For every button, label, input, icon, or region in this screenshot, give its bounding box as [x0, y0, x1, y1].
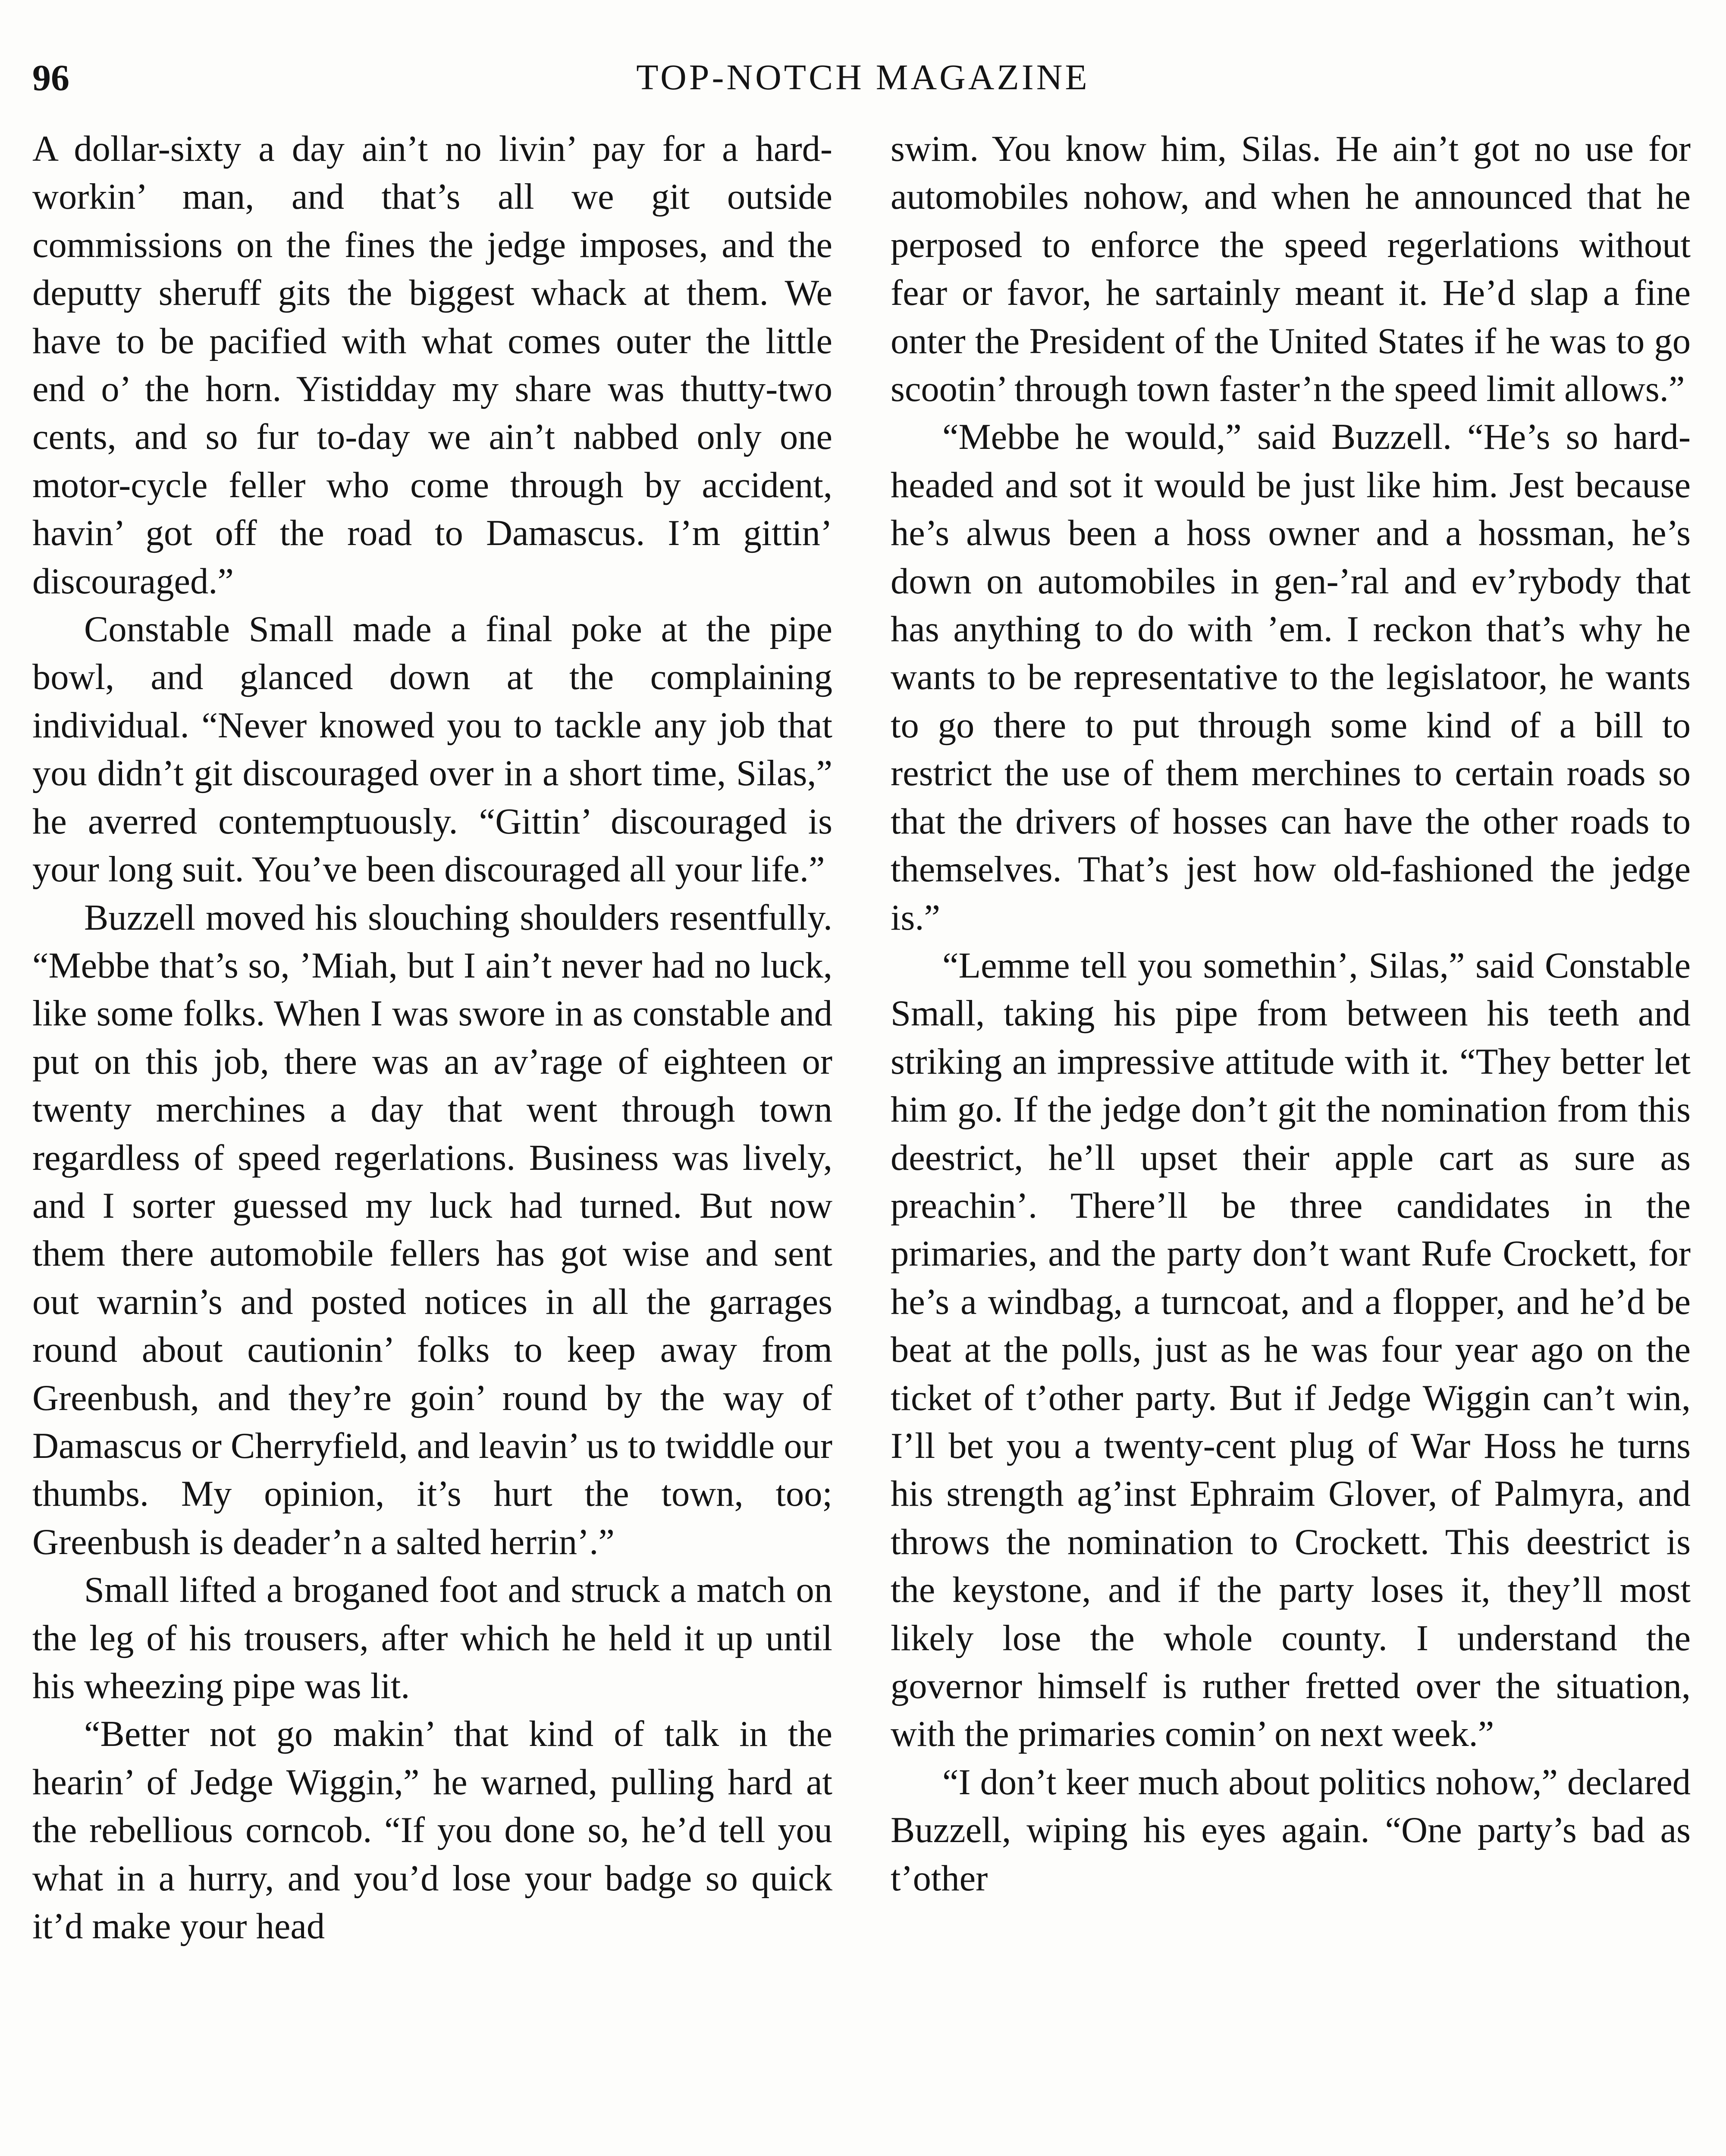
paragraph: Constable Small made a final poke at the pipe bowl, and glanced down at the complaining individual. “Never knowed you to tackle any job that you didn’t git discouraged over in a short time, Silas,” he averred contemptuously. “Gittin’ discouraged is your long suit. You’ve been discouraged all your life.”: [32, 609, 832, 890]
paragraph: Small lifted a broganed foot and struck a match on the leg of his trousers, after which he held it up until his wheezing pipe was lit.: [32, 1570, 832, 1706]
paragraph: swim. You know him, Silas. He ain’t got no use for automobiles nohow, and when he announced that he perposed to enforce the speed regerlations without fear or favor, he sartainly meant it. He’d slap a fine onter the President of the United States if he was to go scootin’ through town faster’n the speed limit allows.”: [891, 129, 1691, 410]
paragraph: “Mebbe he would,” said Buzzell. “He’s so hard-headed and sot it would be just like him. Jest because he’s alwus been a hoss owner and a hossman, he’s down on automobiles in gen-’ral and ev’rybody that has anything to do with ’em. I reckon that’s why he wants to be representative to the legislatoor, he wants to go there to put through some kind of a bill to restrict the use of them merchines to certain roads so that the drivers of hosses can have the other roads to themselves. That’s jest how old-fashioned the jedge is.”: [891, 417, 1691, 938]
paragraph: Buzzell moved his slouching shoulders resentfully. “Mebbe that’s so, ’Miah, but I ain’t never had no luck, like some folks. When I was swore in as constable and put on this job, there was an av’rage of eighteen or twenty merchines a day that went through town regardless of speed regerlations. Business was lively, and I sorter guessed my luck had turned. But now them there automobile fellers has got wise and sent out warnin’s and posted notices in all the garrages round about cautionin’ folks to keep away from Greenbush, and they’re goin’ round by the way of Damascus or Cherryfield, and leavin’ us to twiddle our thumbs. My opinion, it’s hurt the town, too; Greenbush is deader’n a salted herrin’.”: [32, 897, 832, 1562]
running-head: TOP-NOTCH MAGAZINE: [636, 57, 1090, 97]
page-number: 96: [32, 57, 69, 98]
page-header: [32, 52, 1694, 103]
paragraph: “Better not go makin’ that kind of talk in the hearin’ of Jedge Wiggin,” he warned, pulling hard at the rebellious corncob. “If you done so, he’d tell you what in a hurry, and you’d lose your badge so quick it’d make your head: [32, 1714, 832, 1947]
paragraph: A dollar-sixty a day ain’t no livin’ pay for a hard-workin’ man, and that’s all we git outside commissions on the fines the jedge imposes, and the deputty sheruff gits the biggest whack at them. We have to be pacified with what comes outer the little end o’ the horn. Yistidday my share was thutty-two cents, and so fur to-day we ain’t nabbed only one motor-cycle feller who come through by accident, havin’ got off the road to Damascus. I’m gittin’ discouraged.”: [32, 129, 832, 602]
paragraph: “Lemme tell you somethin’, Silas,” said Constable Small, taking his pipe from between his teeth and striking an impressive attitude with it. “They better let him go. If the jedge don’t git the nomination from this deestrict, he’ll upset their apple cart as sure as preachin’. There’ll be three candidates in the primaries, and the party don’t want Rufe Crockett, for he’s a windbag, a turncoat, and a flopper, and he’d be beat at the polls, just as he was four year ago on the ticket of t’other party. But if Jedge Wiggin can’t win, I’ll bet you a twenty-cent plug of War Hoss he turns his strength ag’inst Ephraim Glover, of Palmyra, and throws the nomination to Crockett. This deestrict is the keystone, and if the party loses it, they’ll most likely lose the whole county. I understand the governor himself is ruther fretted over the situation, with the primaries comin’ on next week.”: [891, 945, 1691, 1755]
right-column: [891, 125, 1691, 2156]
paragraph: “I don’t keer much about politics nohow,” declared Buzzell, wiping his eyes again. “One party’s bad as t’other: [891, 1762, 1691, 1899]
left-column: [32, 125, 832, 2156]
